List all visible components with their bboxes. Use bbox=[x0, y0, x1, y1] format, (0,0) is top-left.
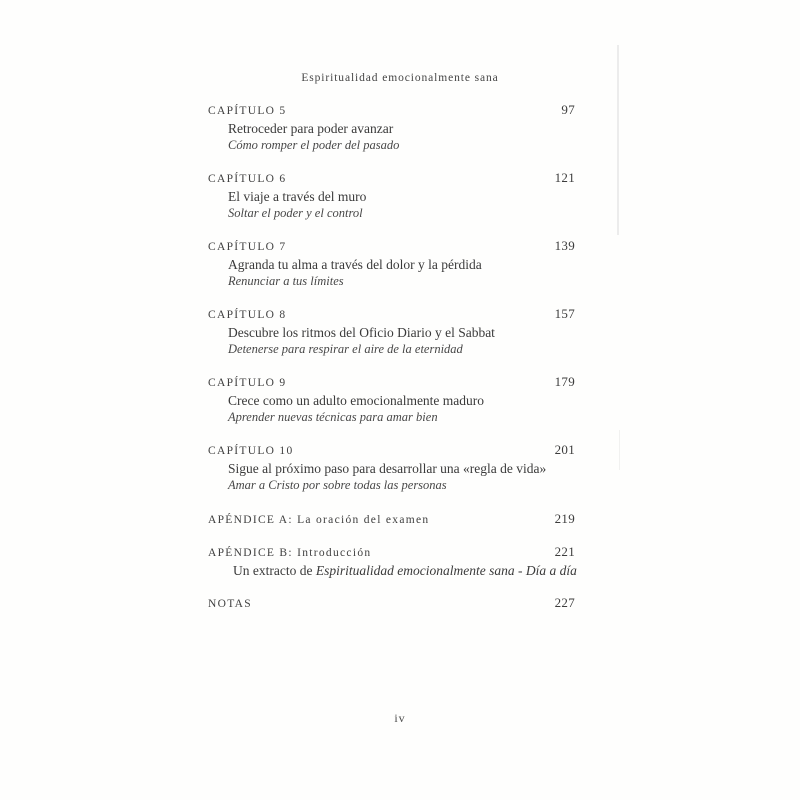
page-edge-shadow bbox=[617, 45, 619, 235]
chapter-caption: CAPÍTULO 8 bbox=[208, 309, 287, 321]
page-number: 139 bbox=[554, 238, 575, 253]
chapter-caption: CAPÍTULO 9 bbox=[208, 377, 287, 389]
toc-row bbox=[208, 305, 575, 324]
page-number: 179 bbox=[554, 374, 575, 389]
chapter-title: Retroceder para poder avanzar bbox=[228, 121, 394, 136]
chapter-caption: CAPÍTULO 6 bbox=[208, 173, 287, 185]
chapter-subtitle: Cómo romper el poder del pasado bbox=[228, 138, 400, 152]
toc-entry-notes bbox=[208, 594, 575, 613]
chapter-subtitle: Aprender nuevas técnicas para amar bien bbox=[228, 410, 438, 424]
appendix-caption: APÉNDICE A: La oración del examen bbox=[208, 514, 430, 526]
chapter-title: Descubre los ritmos del Oficio Diario y el Sabbat bbox=[228, 325, 495, 340]
page-number: 219 bbox=[554, 511, 575, 526]
toc-entry-chapter-8 bbox=[208, 305, 575, 358]
toc-row bbox=[208, 441, 575, 460]
chapter-subtitle: Soltar el poder y el control bbox=[228, 206, 363, 220]
toc-entry-chapter-9 bbox=[208, 373, 575, 426]
chapter-title: Sigue al próximo paso para desarrollar una «regla de vida» bbox=[228, 461, 547, 476]
chapter-subtitle: Amar a Cristo por sobre todas las personas bbox=[228, 478, 447, 492]
chapter-caption: CAPÍTULO 5 bbox=[208, 105, 287, 117]
running-head: Espiritualidad emocionalmente sana bbox=[301, 72, 499, 84]
page-folio: iv bbox=[394, 711, 406, 725]
chapter-subtitle: Renunciar a tus límites bbox=[228, 274, 344, 288]
toc-entry-chapter-5 bbox=[208, 101, 575, 154]
toc-row bbox=[208, 237, 575, 256]
notes-caption: NOTAS bbox=[208, 598, 252, 610]
toc-row bbox=[208, 510, 575, 529]
appendix-extract-line bbox=[208, 562, 575, 579]
chapter-subtitle: Detenerse para respirar el aire de la eternidad bbox=[228, 342, 463, 356]
toc-row bbox=[208, 543, 575, 562]
toc-entry-appendix-b bbox=[208, 543, 575, 579]
toc-entry-chapter-6 bbox=[208, 169, 575, 222]
chapter-title: Crece como un adulto emocionalmente maduro bbox=[228, 393, 485, 408]
chapter-title: Agranda tu alma a través del dolor y la pérdida bbox=[228, 257, 482, 272]
chapter-caption: CAPÍTULO 7 bbox=[208, 241, 287, 253]
extract-book-title: Espiritualidad emocionalmente sana - Día a día bbox=[315, 563, 577, 578]
toc-entry-appendix-a bbox=[208, 510, 575, 529]
page-number: 221 bbox=[554, 544, 575, 559]
appendix-caption: APÉNDICE B: Introducción bbox=[208, 547, 372, 559]
page-number: 201 bbox=[554, 442, 575, 457]
chapter-caption: CAPÍTULO 10 bbox=[208, 445, 294, 457]
chapter-title: El viaje a través del muro bbox=[228, 189, 367, 204]
page-edge-shadow-lower bbox=[619, 430, 620, 470]
toc-row bbox=[208, 594, 575, 613]
toc-entry-chapter-7 bbox=[208, 237, 575, 290]
page-number: 97 bbox=[561, 102, 575, 117]
extract-prefix: Un extracto de bbox=[233, 563, 316, 578]
toc-row bbox=[208, 169, 575, 188]
toc-entry-chapter-10 bbox=[208, 441, 575, 494]
toc-row bbox=[208, 101, 575, 120]
toc-row bbox=[208, 373, 575, 392]
page-number: 157 bbox=[554, 306, 575, 321]
page-number: 227 bbox=[554, 595, 575, 610]
page-number: 121 bbox=[554, 170, 575, 185]
